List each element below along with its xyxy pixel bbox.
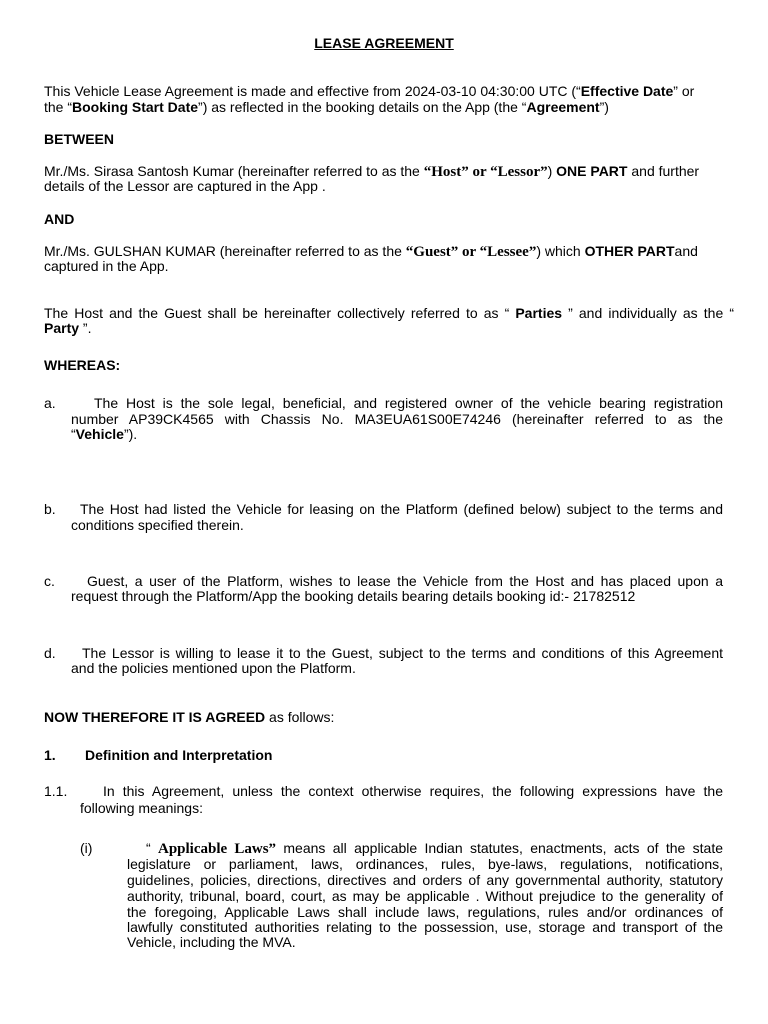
definition-marker: (i) (80, 840, 93, 856)
guest-line-2: captured in the App. (44, 258, 169, 274)
recital-a-line-3 (71, 426, 137, 442)
intro-text: ” or (673, 83, 695, 99)
recital-a-line-2: number AP39CK4565 with Chassis No. MA3EUA61S00E74246 (hereinafter referred to as the (71, 411, 723, 427)
host-line-2: details of the Lessor are captured in the App . (44, 178, 326, 194)
definition-i-line: guidelines, policies, directions, directives and orders of any governmental authority, statutory (127, 872, 723, 888)
recital-marker: a. (44, 395, 56, 411)
booking-start-date-term: Booking Start Date (72, 99, 199, 115)
definition-i-line: legislature or parliament, laws, ordinances, rules, bye-laws, regulations, notifications, (127, 856, 723, 872)
intro-text: ”) as reflected in the booking details on the App (the “ (198, 99, 527, 115)
one-part-term: ONE PART (556, 163, 628, 179)
host-text: Mr./Ms. Sirasa Santosh Kumar (hereinafter referred to as the (44, 163, 424, 179)
recital-text: “ (71, 426, 76, 442)
clause-1-1-line-1: In this Agreement, unless the context otherwise requires, the following expressions have the (103, 783, 723, 799)
recital-b-line-1: The Host had listed the Vehicle for leasing on the Platform (defined below) subject to the terms and (80, 501, 723, 517)
intro-text: ”) (599, 99, 609, 115)
intro-line-1 (44, 83, 694, 99)
recital-d-line-1: The Lessor is willing to lease it to the Guest, subject to the terms and conditions of this Agreement (82, 645, 723, 661)
recital-b-line-2: conditions specified therein. (71, 517, 244, 533)
intro-line-2 (44, 99, 609, 115)
between-heading: BETWEEN (44, 131, 114, 147)
effective-date-term: Effective Date (580, 83, 674, 99)
recital-c-line-2: request through the Platform/App the booking details bearing details booking id:- 21782512 (71, 588, 636, 604)
applicable-laws-term: Applicable Laws” (158, 841, 277, 857)
agreement-term: Agreement (526, 99, 600, 115)
recital-a-line-1: The Host is the sole legal, beneficial, and registered owner of the vehicle bearing registration (94, 395, 723, 411)
parties-term: Parties (515, 305, 563, 321)
recital-marker: c. (44, 573, 55, 589)
parties-text: ” and individually as the “ (562, 305, 734, 321)
host-lessor-term: “Host” or “Lessor” (423, 164, 548, 180)
host-text: ) (547, 163, 557, 179)
document-title: LEASE AGREEMENT (314, 35, 454, 51)
definition-i-line-1 (146, 840, 723, 857)
guest-lessee-term: “Guest” or “Lessee” (405, 244, 537, 260)
intro-text: This Vehicle Lease Agreement is made and effective from 2024-03-10 04:30:00 UTC (“ (44, 83, 581, 99)
section-number: 1. (44, 747, 56, 763)
now-therefore-text: as follows: (265, 709, 335, 725)
definition-i-line: authority, tribunal, board, court, as may be applicable . Without prejudice to the generality of (127, 888, 723, 904)
recital-marker: b. (44, 501, 56, 517)
clause-1-1-line-2: following meanings: (80, 800, 203, 816)
guest-text: Mr./Ms. GULSHAN KUMAR (hereinafter referred to as the (44, 243, 406, 259)
recital-c-line-1: Guest, a user of the Platform, wishes to lease the Vehicle from the Host and has placed upon a (87, 573, 723, 589)
parties-text: ”. (79, 320, 92, 336)
whereas-heading: WHEREAS: (44, 357, 121, 373)
intro-text: the “ (44, 99, 73, 115)
and-heading: AND (44, 211, 75, 227)
guest-text: and (674, 243, 698, 259)
definition-text: “ (146, 840, 158, 856)
other-part-term: OTHER PART (584, 243, 675, 259)
definition-i-line: the foregoing, Applicable Laws shall include laws, regulations, rules and/or ordinances of (127, 904, 723, 920)
parties-line-1 (44, 305, 734, 321)
host-text: and further (627, 163, 700, 179)
definition-i-line: Vehicle, including the MVA. (127, 934, 296, 950)
definition-i-line: lawfully constituted authorities relating to the possession, use, storage and transport of the (127, 919, 723, 935)
recital-text: ”). (123, 426, 138, 442)
guest-text: ) which (536, 243, 585, 259)
recital-d-line-2: and the policies mentioned upon the Platform. (71, 660, 356, 676)
now-therefore-bold: NOW THEREFORE IT IS AGREED (44, 709, 266, 725)
party-term: Party (44, 320, 80, 336)
clause-number: 1.1. (44, 783, 68, 799)
parties-line-2 (44, 320, 91, 336)
vehicle-term: Vehicle (75, 426, 124, 442)
recital-marker: d. (44, 645, 56, 661)
definition-text: means all applicable Indian statutes, enactments, acts of the state (276, 840, 723, 856)
now-therefore-line (44, 709, 334, 725)
section-heading: Definition and Interpretation (85, 747, 273, 763)
parties-text: The Host and the Guest shall be hereinafter collectively referred to as “ (44, 305, 516, 321)
